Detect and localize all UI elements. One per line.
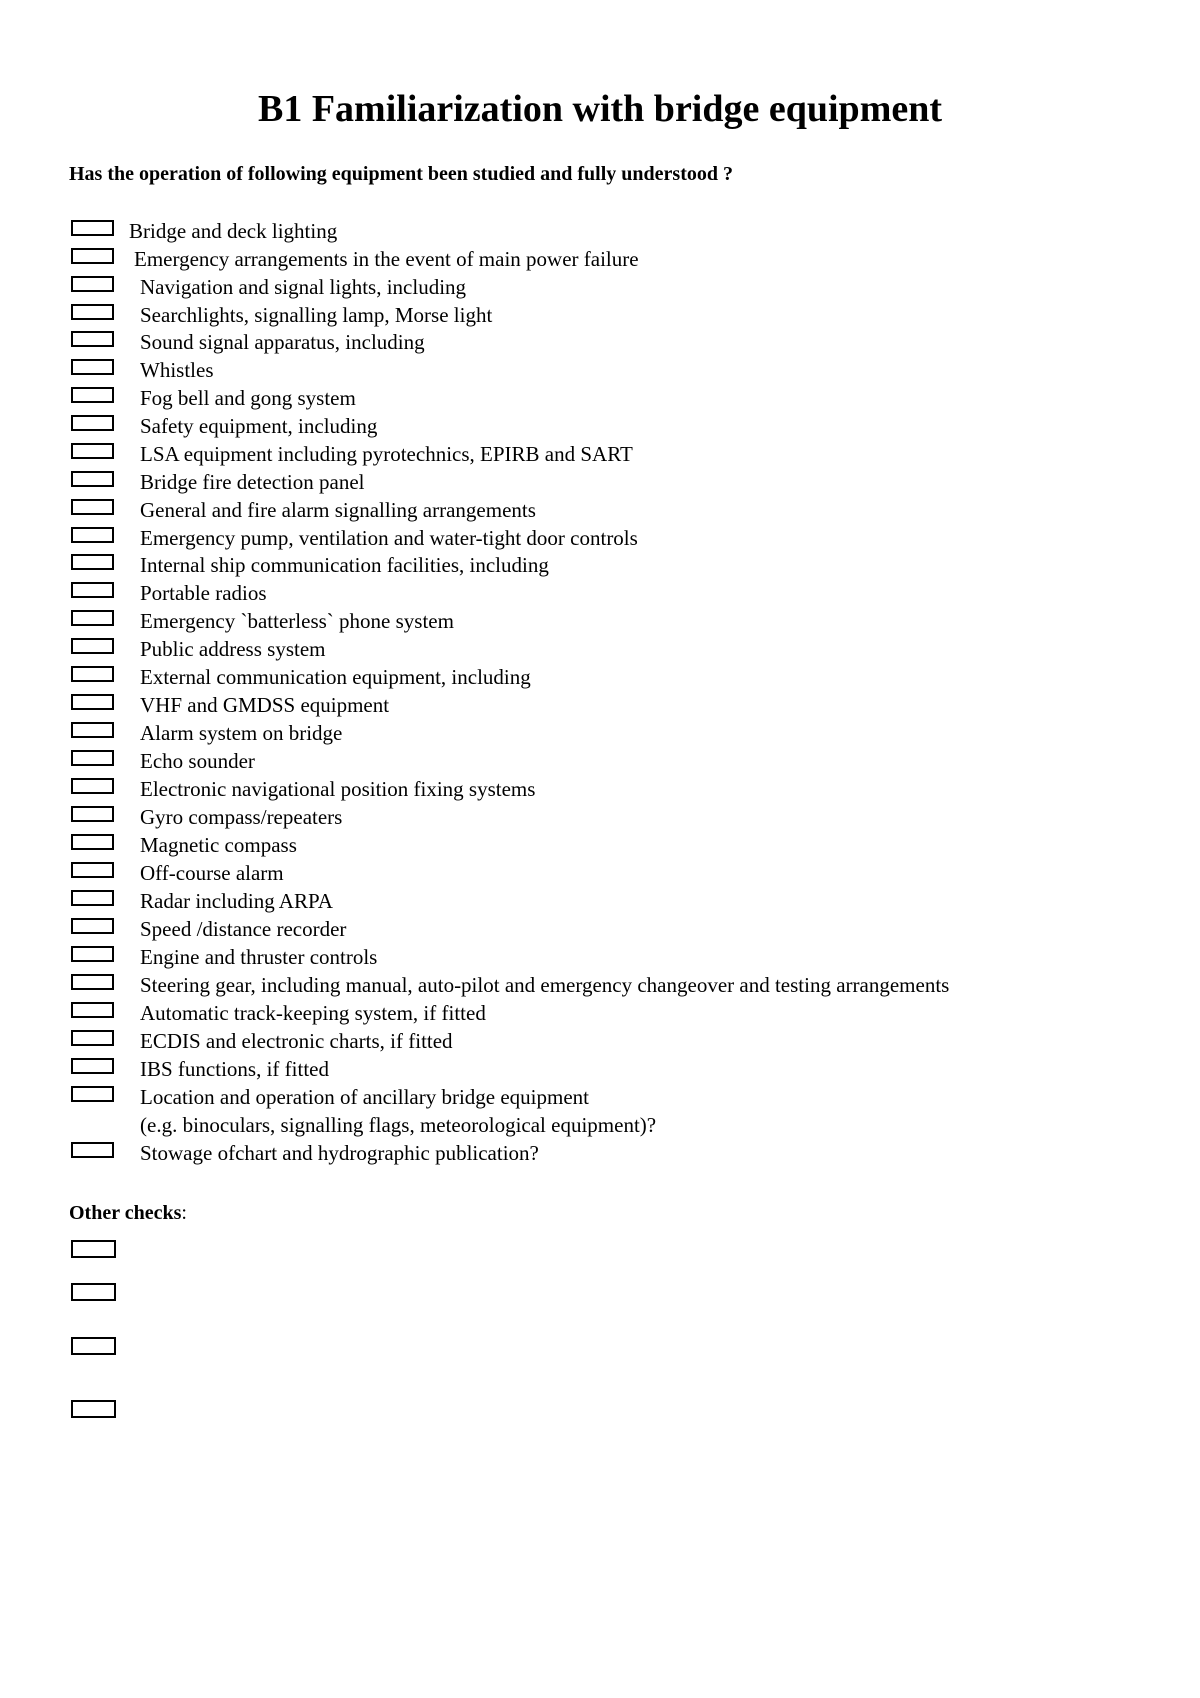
checklist-row — [69, 220, 1169, 248]
checklist-item-label: VHF and GMDSS equipment — [140, 693, 390, 717]
checklist-row — [69, 610, 1169, 638]
checklist-row — [69, 471, 1169, 499]
checklist-item-label: Portable radios — [140, 581, 267, 605]
checklist-checkbox[interactable] — [71, 248, 114, 264]
checklist-row — [69, 554, 1169, 582]
checklist-checkbox[interactable] — [71, 834, 114, 850]
checklist-item-label: Location and operation of ancillary bridge equipment — [140, 1085, 590, 1109]
checklist-item-label: Fog bell and gong system — [140, 386, 356, 410]
checklist-checkbox[interactable] — [71, 554, 114, 570]
other-check-checkbox-2[interactable] — [71, 1283, 116, 1301]
checklist-checkbox[interactable] — [71, 638, 114, 654]
checklist-row — [69, 946, 1169, 974]
checklist-checkbox[interactable] — [71, 443, 114, 459]
checklist-item-label: ECDIS and electronic charts, if fitted — [140, 1029, 453, 1053]
checklist-row — [69, 248, 1169, 276]
checklist-row — [69, 582, 1169, 610]
checklist-row — [69, 304, 1169, 332]
other-checks-heading — [69, 1200, 187, 1226]
other-checks-colon: : — [181, 1202, 187, 1224]
checklist-item-label: Off-course alarm — [140, 861, 284, 885]
checklist-item-label: LSA equipment including pyrotechnics, EPIRB and SART — [140, 442, 633, 466]
checklist-item-label: Safety equipment, including — [140, 414, 378, 438]
checklist-checkbox[interactable] — [71, 331, 114, 347]
checklist-item-label: IBS functions, if fitted — [140, 1057, 329, 1081]
checklist-checkbox[interactable] — [71, 778, 114, 794]
checklist-checkbox[interactable] — [71, 304, 114, 320]
checklist-checkbox[interactable] — [71, 750, 114, 766]
checklist-item-label: Searchlights, signalling lamp, Morse light — [140, 303, 493, 327]
checklist-checkbox[interactable] — [71, 722, 114, 738]
checklist-row — [69, 359, 1169, 387]
checklist-item-label: Speed /distance recorder — [140, 917, 347, 941]
checklist-item-label: Sound signal apparatus, including — [140, 330, 425, 354]
checklist-checkbox[interactable] — [71, 890, 114, 906]
other-checks-label: Other checks — [69, 1202, 182, 1224]
checklist-item-label: Gyro compass/repeaters — [140, 805, 343, 829]
checklist-row — [69, 1085, 1169, 1137]
checklist-row — [69, 1058, 1169, 1086]
checklist-checkbox[interactable] — [71, 220, 114, 236]
checklist-item-label: Electronic navigational position fixing systems — [140, 777, 536, 801]
checklist-item-label: Emergency `batterless` phone system — [140, 609, 454, 633]
checklist-checkbox[interactable] — [71, 1086, 114, 1102]
checklist-row — [69, 638, 1169, 666]
checklist-row — [69, 1030, 1169, 1058]
checklist-checkbox[interactable] — [71, 1142, 114, 1158]
checklist-checkbox[interactable] — [71, 610, 114, 626]
checklist-checkbox[interactable] — [71, 694, 114, 710]
checklist-row — [69, 276, 1169, 304]
checklist-item-label: External communication equipment, including — [140, 665, 531, 689]
checklist-item-label: Internal ship communication facilities, including — [140, 553, 549, 577]
checklist-row — [69, 331, 1169, 359]
checklist-item-label: Stowage ofchart and hydrographic publication? — [140, 1141, 539, 1165]
checklist-row — [69, 918, 1169, 946]
checklist-checkbox[interactable] — [71, 974, 114, 990]
checklist-item-label: Public address system — [140, 637, 326, 661]
checklist-item-label: Engine and thruster controls — [140, 945, 378, 969]
checklist-item-continuation: (e.g. binoculars, signalling flags, meteorological equipment)? — [140, 1113, 657, 1137]
checklist-item-label: Magnetic compass — [140, 833, 297, 857]
checklist-row — [69, 1002, 1169, 1030]
checklist-row — [69, 694, 1169, 722]
checklist-checkbox[interactable] — [71, 527, 114, 543]
checklist-checkbox[interactable] — [71, 1030, 114, 1046]
page-title: B1 Familiarization with bridge equipment — [258, 88, 942, 130]
checklist-checkbox[interactable] — [71, 1002, 114, 1018]
checklist-item-label: Emergency arrangements in the event of main power failure — [134, 247, 639, 271]
checklist-item-label: General and fire alarm signalling arrangements — [140, 498, 536, 522]
checklist-row — [69, 806, 1169, 834]
checklist-row — [69, 722, 1169, 750]
checklist-checkbox[interactable] — [71, 666, 114, 682]
checklist-item-label: Whistles — [140, 358, 214, 382]
checklist-row — [69, 890, 1169, 918]
checklist-item-label: Radar including ARPA — [140, 889, 333, 913]
checklist-row — [69, 862, 1169, 890]
checklist-checkbox[interactable] — [71, 415, 114, 431]
checklist-checkbox[interactable] — [71, 359, 114, 375]
checklist-checkbox[interactable] — [71, 806, 114, 822]
checklist-checkbox[interactable] — [71, 918, 114, 934]
checklist-checkbox[interactable] — [71, 471, 114, 487]
checklist-item-label: Automatic track-keeping system, if fitted — [140, 1001, 486, 1025]
other-check-checkbox-1[interactable] — [71, 1240, 116, 1258]
checklist-checkbox[interactable] — [71, 387, 114, 403]
checklist-item-label: Alarm system on bridge — [140, 721, 343, 745]
checklist-row — [69, 750, 1169, 778]
other-check-checkbox-4[interactable] — [71, 1400, 116, 1418]
checklist-checkbox[interactable] — [71, 582, 114, 598]
checklist-row — [69, 443, 1169, 471]
checklist-item-label: Bridge fire detection panel — [140, 470, 365, 494]
checklist-row — [69, 974, 1169, 1002]
checklist-row — [69, 387, 1169, 415]
checklist-checkbox[interactable] — [71, 1058, 114, 1074]
checklist-item-label: Steering gear, including manual, auto-pilot and emergency changeover and testing arrangements — [140, 973, 950, 997]
checklist-row — [69, 415, 1169, 443]
checklist-checkbox[interactable] — [71, 946, 114, 962]
checklist-item-label: Echo sounder — [140, 749, 255, 773]
checklist-checkbox[interactable] — [71, 862, 114, 878]
other-check-checkbox-3[interactable] — [71, 1337, 116, 1355]
checklist-checkbox[interactable] — [71, 499, 114, 515]
checklist-row — [69, 834, 1169, 862]
checklist-row — [69, 499, 1169, 527]
checklist-row — [69, 778, 1169, 806]
study-question: Has the operation of following equipment been studied and fully understood ? — [69, 163, 733, 185]
checklist-item-label: Navigation and signal lights, including — [140, 275, 467, 299]
checklist-item-label: Bridge and deck lighting — [129, 219, 338, 243]
checklist-checkbox[interactable] — [71, 276, 114, 292]
checklist-item-label: Emergency pump, ventilation and water-tight door controls — [140, 526, 638, 550]
checklist-row — [69, 1142, 1169, 1170]
checklist-row — [69, 527, 1169, 555]
checklist-row — [69, 666, 1169, 694]
